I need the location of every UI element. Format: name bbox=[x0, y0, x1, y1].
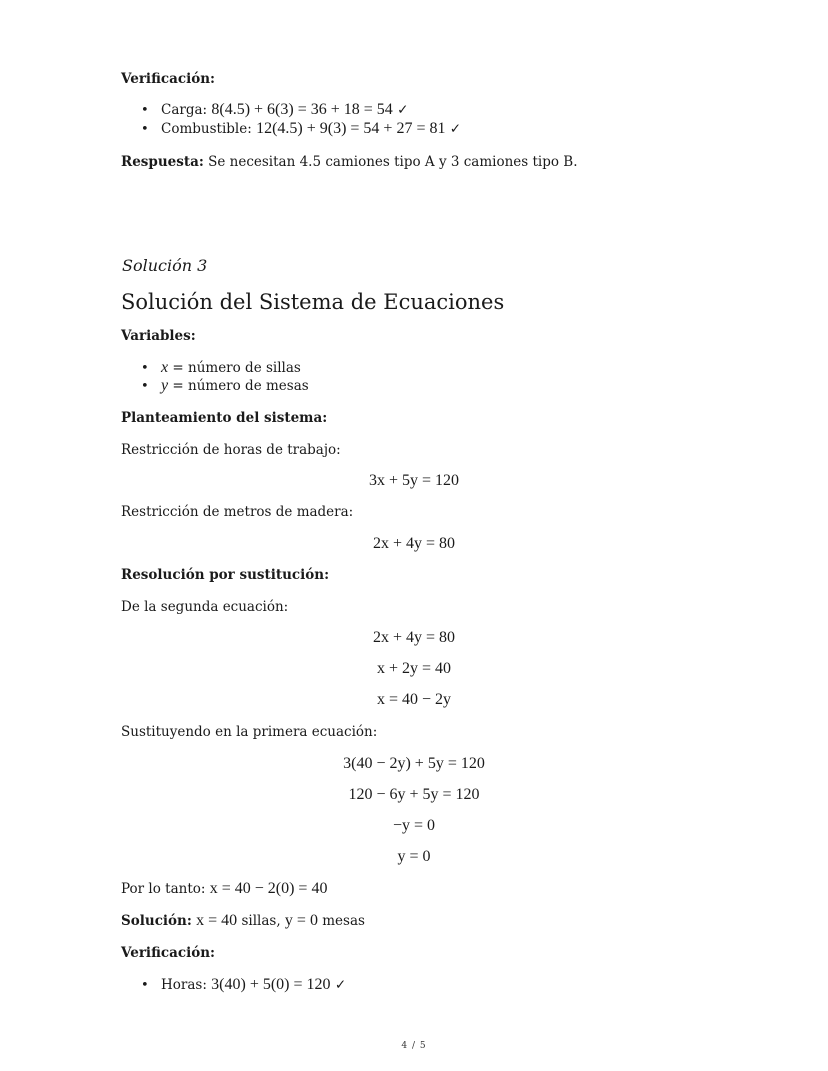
check-icon: ✓ bbox=[449, 121, 462, 137]
therefore-line: Por lo tanto: x = 40 − 2(0) = 40 bbox=[121, 880, 328, 897]
equation-display: 120 − 6y + 5y = 120 bbox=[348, 786, 480, 803]
math-expression: 3(40) + 5(0) = 120 bbox=[211, 976, 331, 993]
list-item: • y = número de mesas bbox=[141, 377, 309, 394]
equation-display: x = 40 − 2y bbox=[376, 691, 452, 708]
answer-line: Respuesta: Se necesitan 4.5 camiones tipo A y 3 camiones tipo B. bbox=[121, 154, 578, 170]
equation-display: 3x + 5y = 120 bbox=[368, 472, 460, 489]
equation-display: 2x + 4y = 80 bbox=[372, 535, 456, 552]
resolution-heading: Resolución por sustitución: bbox=[121, 567, 330, 583]
variables-heading: Variables: bbox=[121, 328, 196, 344]
math-expression: 12(4.5) + 9(3) = 54 + 27 = 81 bbox=[256, 120, 446, 137]
list-item: • x = número de sillas bbox=[141, 359, 301, 376]
paragraph: De la segunda ecuación: bbox=[121, 599, 289, 615]
page-indicator: 4 / 5 bbox=[401, 1041, 427, 1051]
setup-heading: Planteamiento del sistema: bbox=[121, 410, 328, 426]
paragraph: Sustituyendo en la primera ecuación: bbox=[121, 724, 378, 740]
solution-line: Solución: x = 40 sillas, y = 0 mesas bbox=[121, 912, 365, 929]
section-title: Solución del Sistema de Ecuaciones bbox=[121, 290, 505, 314]
equation-display: −y = 0 bbox=[392, 817, 436, 834]
equation-display: 3(40 − 2y) + 5y = 120 bbox=[343, 755, 485, 772]
equation-display: y = 0 bbox=[397, 848, 431, 865]
check-icon: ✓ bbox=[334, 977, 347, 993]
solution-label: Solución 3 bbox=[122, 256, 208, 275]
equation-display: 2x + 4y = 80 bbox=[372, 629, 456, 646]
list-item: • Carga: 8(4.5) + 6(3) = 36 + 18 = 54 ✓ bbox=[141, 101, 409, 118]
equation-display: x + 2y = 40 bbox=[376, 660, 452, 677]
verification-heading-prev: Verificación: bbox=[121, 71, 215, 87]
paragraph: Restricción de horas de trabajo: bbox=[121, 442, 341, 458]
check-icon: ✓ bbox=[397, 102, 409, 118]
paragraph: Restricción de metros de madera: bbox=[121, 504, 354, 520]
list-item: • Horas: 3(40) + 5(0) = 120 ✓ bbox=[141, 976, 347, 993]
list-item: • Combustible: 12(4.5) + 9(3) = 54 + 27 = 81 ✓ bbox=[141, 120, 462, 137]
math-expression: 8(4.5) + 6(3) = 36 + 18 = 54 bbox=[211, 101, 393, 118]
math-expression: x = 40 − 2(0) = 40 bbox=[209, 880, 328, 897]
verification-heading: Verificación: bbox=[121, 945, 215, 961]
